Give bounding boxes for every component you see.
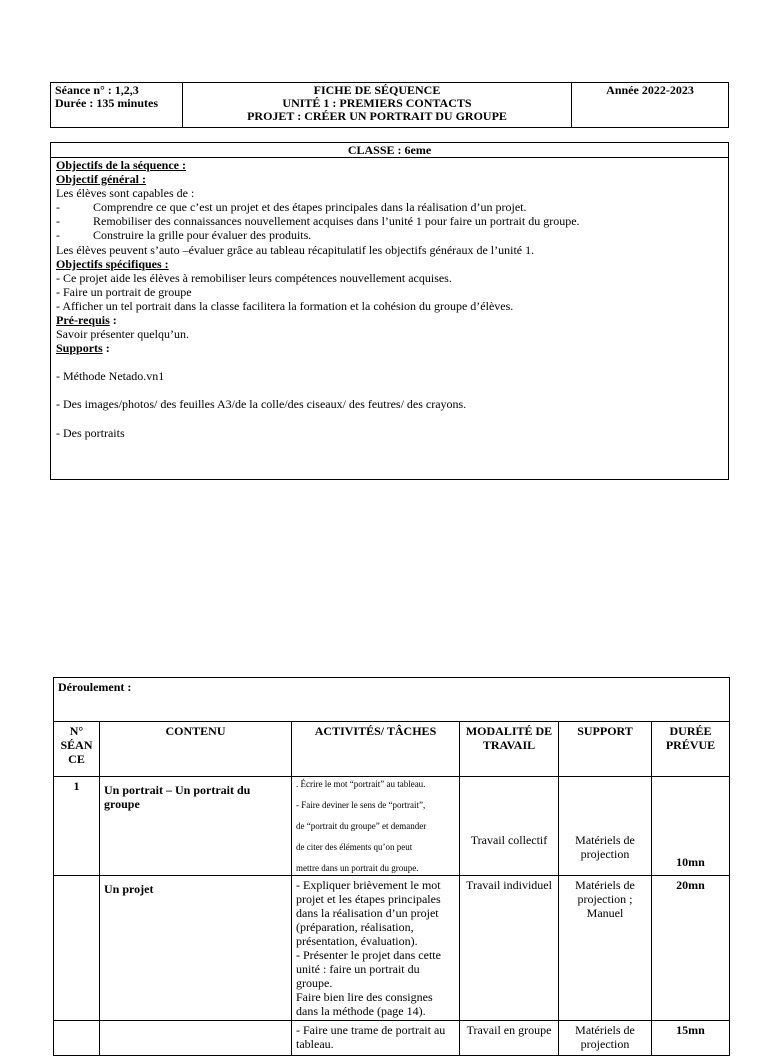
sheet-title: FICHE DE SÉQUENCE: [313, 83, 441, 97]
header-left-cell: [51, 83, 183, 128]
col-header-duration: DURÉE PRÉVUE: [652, 722, 730, 777]
prerequisites-heading: Pré-requis :: [56, 313, 117, 328]
specific-item: - Afficher un tel portrait dans la classe facilitera la formation et la cohésion du groupe d’élèves.: [56, 298, 514, 313]
specific-item: - Ce projet aide les élèves à remobiliser leurs compétences nouvellement acquises.: [56, 270, 452, 285]
support-item: - Des portraits: [56, 425, 125, 440]
supports-heading: Supports :: [56, 341, 110, 356]
seance-number: Séance n° : 1,2,3: [55, 83, 139, 97]
table-row: [54, 777, 730, 876]
row-activities: - Expliquer brièvement le mot projet et les étapes principales dans la réalisation d’un projet (préparation, réalisation, présentation, évaluation). - Présenter le projet dans cette unité : faire un portrait du groupe. Faire bien lire des consignes dans la méthode (page 14).: [292, 876, 460, 1021]
specific-item: - Faire un portrait de groupe: [56, 284, 192, 299]
sequence-objectives-heading: Objectifs de la séquence :: [56, 158, 186, 172]
deroulement-table: [53, 677, 730, 1056]
header-center-cell: [183, 83, 572, 128]
general-item: - Comprendre ce que c’est un projet et des étapes principales dans la réalisation d’un projet.: [56, 200, 527, 215]
duration: Durée : 135 minutes: [55, 96, 158, 110]
row-modality: Travail en groupe: [460, 1021, 559, 1056]
support-item: - Des images/photos/ des feuilles A3/de la colle/des ciseaux/ des feutres/ des crayons.: [56, 397, 467, 412]
unit-title: UNITÉ 1 : PREMIERS CONTACTS: [282, 96, 472, 110]
row-support: Matériels de projection: [559, 1021, 652, 1056]
col-header-modality: MODALITÉ DE TRAVAIL: [460, 722, 559, 777]
support-item: - Méthode Netado.vn1: [56, 369, 165, 384]
col-header-activities: ACTIVITÉS/ TÂCHES: [292, 722, 460, 777]
objectives-box: [50, 142, 729, 480]
row-support: Matériels de projection ; Manuel: [559, 876, 652, 1021]
general-item: - Remobiliser des connaissances nouvellement acquises dans l’unité 1 pour faire un portrait du groupe.: [56, 214, 580, 229]
row-num: [54, 876, 100, 1021]
header-table: [50, 82, 729, 128]
school-year: Année 2022-2023: [606, 83, 694, 97]
row-content: Un projet: [100, 876, 292, 1021]
table-row: [54, 1021, 730, 1056]
row-num: [54, 1021, 100, 1056]
deroulement-title: Déroulement :: [58, 680, 132, 694]
general-objective-heading: Objectif général :: [56, 172, 146, 187]
row-activities: . Écrire le mot “portrait” au tableau. - Faire deviner le sens de “portrait”, de “portrait du groupe” et demander de citer des éléments qu’on peut mettre dans un portrait du groupe.: [292, 777, 460, 876]
row-duration: 20mn: [652, 876, 730, 1021]
col-header-support: SUPPORT: [559, 722, 652, 777]
row-modality: Travail collectif: [460, 777, 559, 876]
row-content: [100, 1021, 292, 1056]
specific-objectives-heading: Objectifs spécifiques :: [56, 256, 169, 271]
class-label: CLASSE : 6eme: [51, 143, 728, 158]
prerequisites-text: Savoir présenter quelqu’un.: [56, 327, 189, 342]
col-header-content: CONTENU: [100, 722, 292, 777]
self-evaluation-text: Les élèves peuvent s’auto –évaluer grâce au tableau récapitulatif les objectifs généraux de l’unité 1.: [56, 242, 535, 257]
row-support: Matériels de projection: [559, 777, 652, 876]
deroulement-title-cell: [54, 678, 730, 722]
general-item: - Construire la grille pour évaluer des produits.: [56, 228, 312, 243]
row-duration: 10mn: [652, 777, 730, 876]
project-title: PROJET : CRÉER UN PORTRAIT DU GROUPE: [247, 109, 507, 123]
col-header-num: N° SÉAN CE: [54, 722, 100, 777]
row-num: 1: [54, 777, 100, 876]
header-right-cell: [572, 83, 729, 128]
row-content: Un portrait – Un portrait du groupe: [100, 777, 292, 876]
table-row: [54, 876, 730, 1021]
row-duration: 15mn: [652, 1021, 730, 1056]
general-intro: Les élèves sont capables de :: [56, 186, 195, 201]
row-activities: - Faire une trame de portrait au tableau.: [292, 1021, 460, 1056]
row-modality: Travail individuel: [460, 876, 559, 1021]
